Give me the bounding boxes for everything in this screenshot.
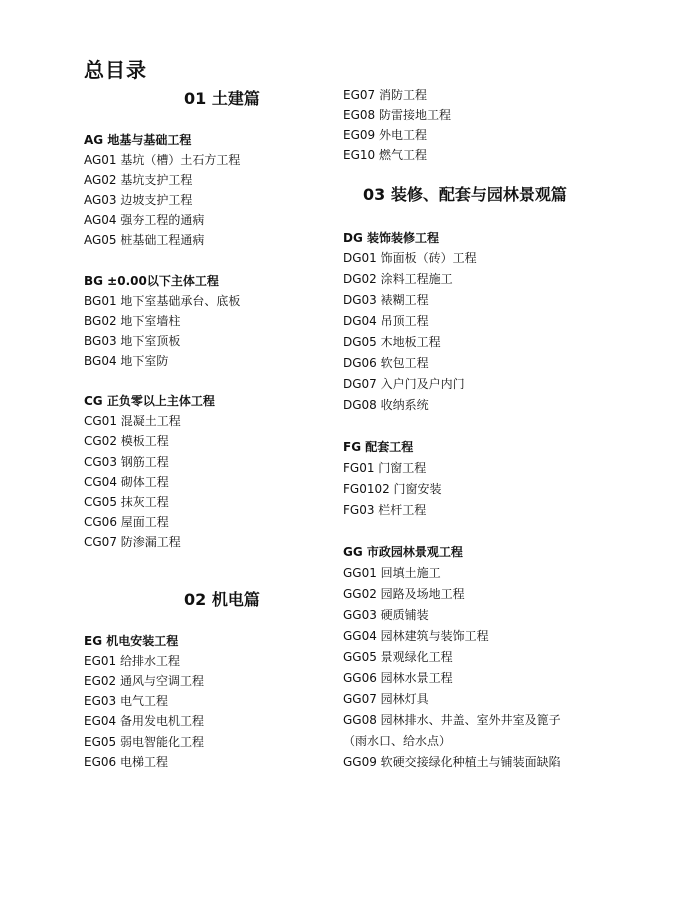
section-title-bg: BG ±0.00以下主体工程	[84, 274, 219, 288]
toc-item-eg10[interactable]: EG10 燃气工程	[343, 148, 427, 162]
toc-item-ag04[interactable]: AG04 强夯工程的通病	[84, 213, 205, 227]
toc-item-eg02[interactable]: EG02 通风与空调工程	[84, 674, 204, 688]
section-title-gg: GG 市政园林景观工程	[343, 545, 463, 559]
toc-item-bg04[interactable]: BG04 地下室防	[84, 354, 169, 368]
toc-item-dg05[interactable]: DG05 木地板工程	[343, 335, 441, 349]
toc-item-eg06[interactable]: EG06 电梯工程	[84, 755, 168, 769]
toc-item-ag05[interactable]: AG05 桩基础工程通病	[84, 233, 205, 247]
toc-item-eg08[interactable]: EG08 防雷接地工程	[343, 108, 451, 122]
toc-item-gg04[interactable]: GG04 园林建筑与装饰工程	[343, 629, 489, 643]
toc-item-gg07[interactable]: GG07 园林灯具	[343, 692, 429, 706]
toc-item-dg03[interactable]: DG03 裱糊工程	[343, 293, 429, 307]
toc-item-eg09[interactable]: EG09 外电工程	[343, 128, 427, 142]
section-title-dg: DG 装饰装修工程	[343, 231, 439, 245]
part-title-01: 01 土建篇	[184, 89, 260, 108]
toc-item-ag03[interactable]: AG03 边坡支护工程	[84, 193, 193, 207]
toc-item-cg05[interactable]: CG05 抹灰工程	[84, 495, 169, 509]
toc-item-eg04[interactable]: EG04 备用发电机工程	[84, 714, 204, 728]
page-title: 总目录	[84, 58, 147, 82]
toc-item-gg03[interactable]: GG03 硬质铺装	[343, 608, 429, 622]
part-title-03: 03 装修、配套与园林景观篇	[363, 185, 567, 204]
toc-item-gg08[interactable]: GG08 园林排水、井盖、室外井室及篦子	[343, 713, 561, 727]
toc-item-bg02[interactable]: BG02 地下室墙柱	[84, 314, 181, 328]
toc-item-gg08-cont[interactable]: （雨水口、给水点）	[343, 734, 452, 748]
section-title-cg: CG 正负零以上主体工程	[84, 394, 215, 408]
toc-item-ag01[interactable]: AG01 基坑（槽）土石方工程	[84, 153, 241, 167]
toc-item-fg0102[interactable]: FG0102 门窗安装	[343, 482, 442, 496]
toc-item-fg03[interactable]: FG03 栏杆工程	[343, 503, 427, 517]
toc-item-cg02[interactable]: CG02 模板工程	[84, 434, 169, 448]
toc-item-gg02[interactable]: GG02 园路及场地工程	[343, 587, 465, 601]
toc-item-gg09[interactable]: GG09 软硬交接绿化种植土与铺装面缺陷	[343, 755, 561, 769]
toc-item-fg01[interactable]: FG01 门窗工程	[343, 461, 427, 475]
toc-item-dg01[interactable]: DG01 饰面板（砖）工程	[343, 251, 477, 265]
toc-item-eg05[interactable]: EG05 弱电智能化工程	[84, 735, 204, 749]
toc-item-dg04[interactable]: DG04 吊顶工程	[343, 314, 429, 328]
toc-item-cg07[interactable]: CG07 防渗漏工程	[84, 535, 181, 549]
toc-item-gg06[interactable]: GG06 园林水景工程	[343, 671, 453, 685]
toc-item-cg04[interactable]: CG04 砌体工程	[84, 475, 169, 489]
part-title-02: 02 机电篇	[184, 590, 260, 609]
toc-item-gg05[interactable]: GG05 景观绿化工程	[343, 650, 453, 664]
section-title-eg: EG 机电安装工程	[84, 634, 179, 648]
toc-item-dg02[interactable]: DG02 涂料工程施工	[343, 272, 453, 286]
toc-item-eg03[interactable]: EG03 电气工程	[84, 694, 168, 708]
toc-item-dg08[interactable]: DG08 收纳系统	[343, 398, 429, 412]
section-title-ag: AG 地基与基础工程	[84, 133, 192, 147]
toc-item-eg01[interactable]: EG01 给排水工程	[84, 654, 180, 668]
toc-item-bg01[interactable]: BG01 地下室基础承台、底板	[84, 294, 241, 308]
toc-item-dg07[interactable]: DG07 入户门及户内门	[343, 377, 465, 391]
toc-item-ag02[interactable]: AG02 基坑支护工程	[84, 173, 193, 187]
toc-item-gg01[interactable]: GG01 回填土施工	[343, 566, 441, 580]
toc-item-cg03[interactable]: CG03 钢筋工程	[84, 455, 169, 469]
toc-item-bg03[interactable]: BG03 地下室顶板	[84, 334, 181, 348]
section-title-fg: FG 配套工程	[343, 440, 414, 454]
toc-item-cg06[interactable]: CG06 屋面工程	[84, 515, 169, 529]
toc-item-cg01[interactable]: CG01 混凝土工程	[84, 414, 181, 428]
toc-item-eg07[interactable]: EG07 消防工程	[343, 88, 427, 102]
toc-item-dg06[interactable]: DG06 软包工程	[343, 356, 429, 370]
